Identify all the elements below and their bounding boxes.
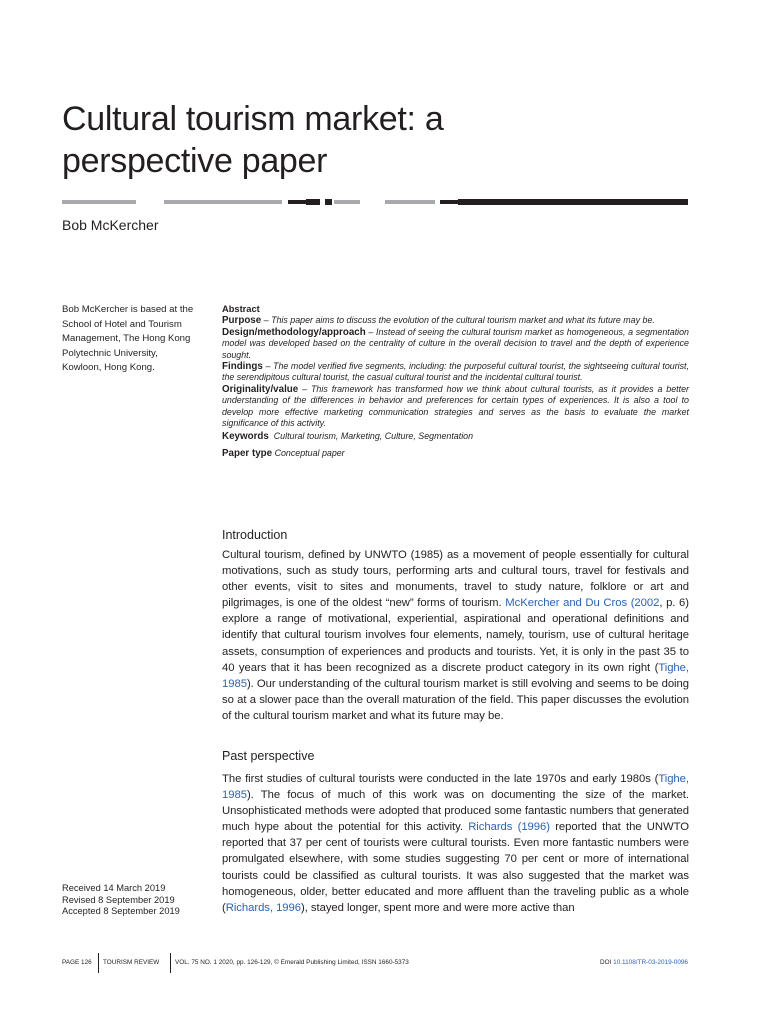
footer-volume-info: VOL. 75 NO. 1 2020, pp. 126-129, © Emerald Publishing Limited, ISSN 1660-5373 (175, 959, 409, 966)
doi-link[interactable]: 10.1108/TR-03-2019-0096 (613, 959, 688, 966)
keywords-label: Keywords (222, 431, 269, 443)
past-text-2: ). The focus of much of this work was on documenting the size of the market. Unsophisticated methods were adopted that produced some fantastic numbers that generated much hype about the potential for this activity. (222, 789, 689, 834)
article-title (62, 98, 622, 182)
intro-text-1: Cultural tourism, defined by UNWTO (1985) as a movement of people essentially for cultural motivations, such as study tours, performing arts and cultural tours, travel for festivals and other events, visit to sites and monuments, travel to study nature, folklore or art and pilgrimages, is one of the oldest “new” forms of tourism. (222, 549, 689, 610)
decorative-title-rule (62, 197, 688, 205)
article-dates (62, 883, 212, 918)
citation-link-tighe-1985[interactable]: Tighe, 1985 (222, 661, 689, 690)
past-perspective-paragraph (222, 771, 689, 916)
intro-text-3: ). Our understanding of the cultural tourism market is still evolving and seems to be doing so at a slower pace than the overall maturation of the field. This paper discusses the evolution of the cultural tourism market and what its future may be. (222, 677, 689, 722)
footer-doi (600, 952, 688, 974)
originality-label: Originality/value (222, 383, 299, 395)
past-text-3: reported that the UNWTO reported that 37 per cent of tourists were cultural tourists. Even more fantastic numbers were promulgated elsewhere, with some studies suggesting 70 per cent or more of international tourists could be classified as cultural tourists. It was also suggested that the market was homogeneous, older, better educated and more affluent than the traveling public as a whole ( (222, 821, 689, 914)
intro-text-2: , p. 6) explore a range of motivational, experiential, aspirational and operational definitions and identify that cultural tourism involves four elements, namely, tourism, use of cultural heritage assets, consumption of experiences and products and tourists. Yet, it is only in the past 35 to 40 years that it has been recognized as a discrete product category in its own right ( (222, 597, 689, 674)
abstract-block (222, 304, 689, 459)
accepted-date: Accepted 8 September 2019 (62, 906, 180, 917)
footer-divider (170, 953, 171, 973)
abstract-findings (222, 361, 689, 384)
footer-journal-name: TOURISM REVIEW (103, 959, 160, 966)
abstract-keywords (222, 431, 689, 442)
title-line-1: Cultural tourism market: a (62, 100, 444, 138)
footer-page-number: PAGE 126 (62, 959, 92, 966)
title-line-2: perspective paper (62, 142, 328, 180)
revised-date: Revised 8 September 2019 (62, 894, 175, 905)
author-affiliation: Bob McKercher is based at the School of Hotel and Tourism Management, The Hong Kong Polytechnic University, Kowloon, Hong Kong. (62, 304, 194, 374)
design-text: – Instead of seeing the cultural tourism market as homogeneous, a segmentation model was developed based on the centrality of culture in the overall decision to travel and the depth of experience sought. (222, 326, 689, 360)
purpose-text: – This paper aims to discuss the evolution of the cultural tourism market and what its future may be. (261, 315, 655, 326)
abstract-paper-type (222, 448, 689, 459)
abstract-design (222, 327, 689, 361)
keywords-text: Cultural tourism, Marketing, Culture, Segmentation (273, 431, 474, 442)
findings-label: Findings (222, 361, 263, 373)
abstract-purpose (222, 315, 689, 326)
citation-link-richards-1996[interactable]: Richards (1996) (468, 821, 550, 834)
citation-link-richards-1996-b[interactable]: Richards, 1996 (225, 901, 302, 914)
author-name: Bob McKercher (62, 217, 159, 233)
introduction-heading: Introduction (222, 528, 288, 542)
originality-text: – This framework has transformed how we think about cultural tourists, as it provides a better understanding of the differences in behavior and preferences for certain types of experiences. It is also a tool to develop more effective marketing communication strategies and serves as the basis to evaluate the market significance of this activity. (222, 383, 689, 429)
past-text-1: The first studies of cultural tourists were conducted in the late 1970s and early 1980s ( (222, 773, 659, 785)
abstract-originality (222, 384, 689, 430)
findings-text: – The model verified five segments, including: the purposeful cultural tourist, the sightseeing cultural tourist, the serendipitous cultural tourist, the casual cultural tourist and the incidental cultural tourist. (222, 361, 689, 383)
design-label: Design/methodology/approach (222, 326, 366, 338)
page-footer (62, 952, 688, 974)
doi-label: DOI (599, 959, 612, 966)
past-perspective-heading: Past perspective (222, 749, 315, 763)
past-text-4: ), stayed longer, spent more and were more active than (301, 901, 575, 914)
footer-divider (98, 953, 99, 973)
introduction-paragraph (222, 547, 689, 724)
paper-type-label: Paper type (222, 447, 273, 459)
abstract-heading: Abstract (222, 304, 260, 314)
paper-type-text: Conceptual paper (274, 447, 345, 458)
received-date: Received 14 March 2019 (62, 883, 166, 893)
citation-link-mckercher-ducros[interactable]: McKercher and Du Cros (2002 (505, 597, 660, 610)
purpose-label: Purpose (222, 315, 262, 327)
citation-link-tighe-1985-b[interactable]: Tighe, 1985 (222, 773, 689, 802)
